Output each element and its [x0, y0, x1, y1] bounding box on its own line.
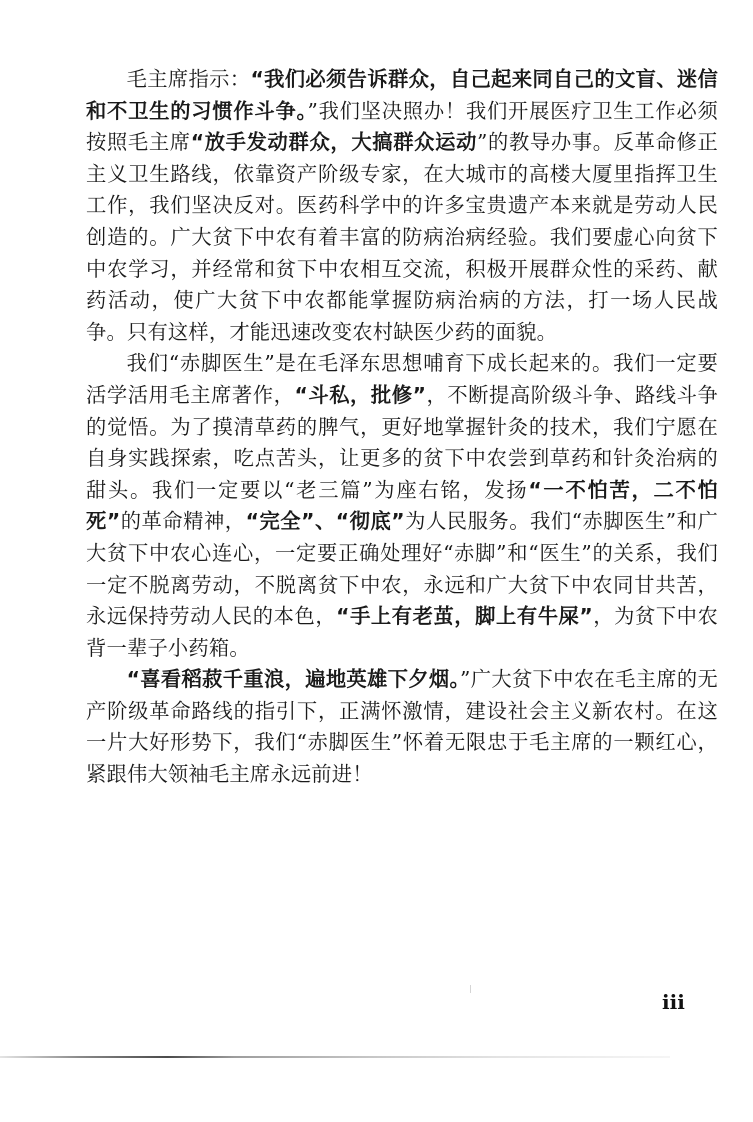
- text-run: ，为贫下中农背一辈子小药箱。: [86, 604, 719, 660]
- text-run: ，不断提高阶级斗争、路线斗争的觉悟。为了摸清草药的脾气，更好地掌握针灸的技术，我们宁愿在自身实践探索，吃点苦头，让更多的贫下中农尝到草药和针灸治病的甜头。我们一定要以“老三篇”为座右铭，发扬: [86, 382, 718, 502]
- emphasized-quote: “我们必须告诉群众，自己起来同自己的文盲、迷信和不卫生的习惯作斗争。: [86, 67, 719, 123]
- text-run: ”我们坚决照办！我们开展医疗卫生工作必须按照毛主席: [86, 98, 718, 155]
- emphasized-quote: “放手发动群众，大搞群众运动: [190, 130, 478, 155]
- text-run: 我们“赤脚医生”是在毛泽东思想哺育下成长起来的。我们一定要活学活用毛主席著作，: [86, 351, 718, 407]
- emphasized-quote: “手上有老茧，脚上有牛屎”: [336, 604, 593, 629]
- page-number: iii: [662, 990, 685, 1014]
- paragraph-1: [86, 64, 718, 348]
- body-text: [86, 64, 718, 791]
- emphasized-quote: “一不怕苦，二不怕死”: [86, 477, 718, 534]
- text-run: ”的教导办事。反革命修正主义卫生路线，依靠资产阶级专家，在大城市的高楼大厦里指挥卫生工作，我们坚决反对。医药科学中的许多宝贵遗产本来就是劳动人民创造的。广大贫下中农有着丰富的防病治病经验。我们要虚心向贫下中农学习，并经常和贫下中农相互交流，积极开展群众性的采药、献药活动，使广大贫下中农都能掌握防病治病的方法，打一场人民战争。只有这样，才能迅速改变农村缺医少药的面貌。: [86, 130, 718, 344]
- emphasized-quote: “喜看稻菽千重浪，遍地英雄下夕烟。: [126, 667, 460, 692]
- paragraph-3: [86, 664, 718, 790]
- text-run: 毛主席指示：: [126, 67, 251, 91]
- emphasized-quote: “斗私，批修”: [294, 382, 427, 407]
- scan-edge-line: [0, 1056, 670, 1058]
- text-run: ”广大贫下中农在毛主席的无产阶级革命路线的指引下，正满怀激情，建设社会主义新农村。在这一片大好形势下，我们“赤脚医生”怀着无限忠于毛主席的一颗红心，紧跟伟大领袖毛主席永远前进！: [86, 667, 718, 787]
- text-run: 为人民服务。我们“赤脚医生”和广大贫下中农心连心，一定要正确处理好“赤脚”和“医生”的关系，我们一定不脱离劳动，不脱离贫下中农，永远和广大贫下中农同甘共苦，永远保持劳动人民的本色，: [86, 509, 719, 629]
- scan-artifact: [470, 985, 471, 993]
- emphasized-quote: “完全”、“彻底”: [245, 509, 405, 534]
- text-run: 的革命精神，: [120, 509, 246, 534]
- paragraph-2: [86, 348, 718, 664]
